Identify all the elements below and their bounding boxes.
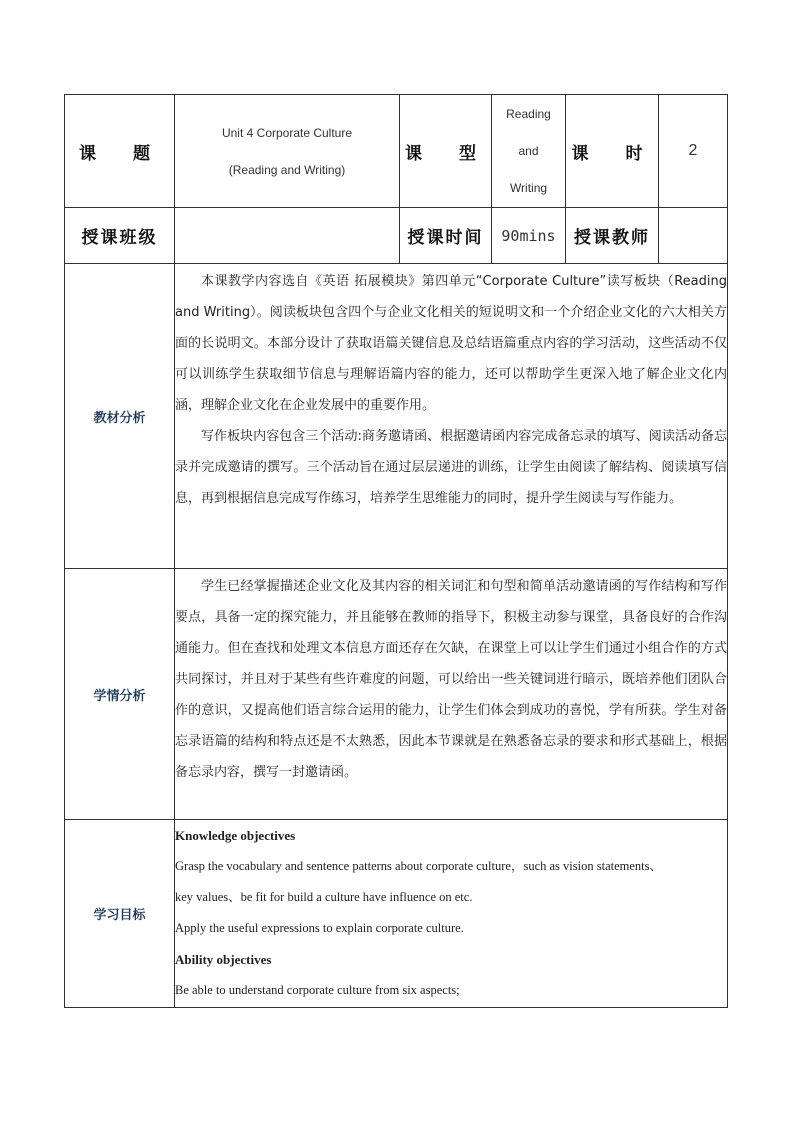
knowledge-objective-line-2: key values、be fit for build a culture have influence on etc.	[175, 890, 473, 904]
topic-label: 课 题	[65, 95, 175, 208]
objectives-label: 学习目标	[65, 820, 175, 1008]
type-line-3: Writing	[509, 180, 548, 195]
topic-line-1: Unit 4 Corporate Culture	[221, 125, 353, 140]
material-analysis-label: 教材分析	[65, 264, 175, 569]
type-label: 课 型	[400, 95, 492, 208]
objectives-row	[65, 820, 728, 1008]
topic-value	[175, 95, 400, 208]
student-analysis-row	[65, 569, 728, 820]
student-analysis-para: 学生已经掌握描述企业文化及其内容的相关词汇和句型和简单活动邀请函的写作结构和写作要点，具备一定的探究能力，并且能够在教师的指导下，积极主动参与课堂，具备良好的合作沟通能力。但在查找和处理文本信息方面还存在欠缺，在课堂上可以让学生们通过小组合作的方式共同探讨，并且对于某些有些许难度的问题，可以给出一些关键词进行暗示，既培养他们团队合作的意识，又提高他们语言综合运用的能力，让学生们体会到成功的喜悦，学有所获。学生对备忘录语篇的结构和特点还是不太熟悉，因此本节课就是在熟悉备忘录的要求和形式基础上，根据备忘录内容，撰写一封邀请函。	[175, 579, 727, 780]
time-label: 授课时间	[400, 208, 492, 264]
knowledge-objective-line-3: Apply the useful expressions to explain corporate culture.	[175, 921, 464, 935]
type-value	[492, 95, 566, 208]
knowledge-objectives-title: Knowledge objectives	[175, 828, 296, 843]
class-row	[65, 208, 728, 264]
topic-line-2: (Reading and Writing)	[228, 162, 346, 177]
class-label: 授课班级	[65, 208, 175, 264]
type-line-2: and	[518, 143, 539, 158]
student-analysis-label: 学情分析	[65, 569, 175, 820]
teacher-value	[659, 208, 728, 264]
teacher-label: 授课教师	[566, 208, 659, 264]
ability-objective-line-1: Be able to understand corporate culture from six aspects;	[175, 983, 460, 997]
material-analysis-para-1: 本课教学内容选自《英语 拓展模块》第四单元“Corporate Culture”读写板块（Reading and Writing）。阅读板块包含四个与企业文化相关的短说明文和一个介绍企业文化的六大相关方面的长说明文。本部分设计了获取语篇关键信息及总结语篇重点内容的学习活动，这些活动不仅可以训练学生获取细节信息与理解语篇内容的能力，还可以帮助学生更深入地了解企业文化内涵，理解企业文化在企业发展中的重要作用。	[175, 274, 727, 413]
knowledge-objective-line-1: Grasp the vocabulary and sentence patterns about corporate culture，such as vision statements、	[175, 859, 662, 873]
objectives-content	[175, 820, 728, 1008]
type-line-1: Reading	[506, 106, 551, 121]
material-analysis-para-2: 写作板块内容包含三个活动:商务邀请函、根据邀请函内容完成备忘录的填写、阅读活动备忘录并完成邀请的撰写。三个活动旨在通过层层递进的训练，让学生由阅读了解结构、阅读填写信息，再到根据信息完成写作练习，培养学生思维能力的同时，提升学生阅读与写作能力。	[175, 429, 727, 506]
hours-value: 2	[659, 95, 728, 208]
lesson-plan-table	[64, 94, 728, 1008]
header-row	[65, 95, 728, 208]
material-analysis-content	[175, 264, 728, 569]
time-value: 90mins	[492, 208, 566, 264]
student-analysis-content	[175, 569, 728, 820]
hours-label: 课 时	[566, 95, 659, 208]
material-analysis-row	[65, 264, 728, 569]
ability-objectives-title: Ability objectives	[175, 952, 272, 967]
class-value	[175, 208, 400, 264]
